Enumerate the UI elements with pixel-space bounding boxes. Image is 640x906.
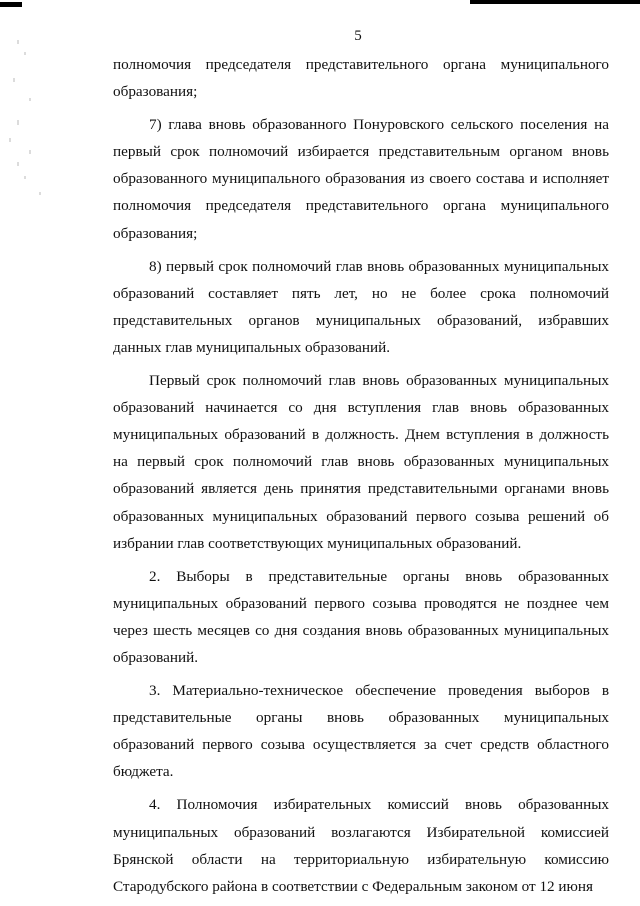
page-number: 5 bbox=[354, 28, 362, 44]
paragraph-item-7: 7) глава вновь образованного Понуровского сельского поселения на первый срок полномочий избирается представительным органом вновь образованного муниципального образования из своего состава и исполняет полномочия председателя представительного органа муниципального образования; bbox=[113, 116, 609, 242]
paragraph-section-3: 3. Материально-техническое обеспечение проведения выборов в представительные органы вновь образованных муниципальных образований первого созыва осуществляется за счет средств областного бюджета. bbox=[113, 682, 609, 781]
paragraph-continuation: полномочия председателя представительного органа муниципального образования; bbox=[113, 56, 609, 101]
document-body bbox=[113, 51, 609, 906]
paragraph-section-2: 2. Выборы в представительные органы вновь образованных муниципальных образований первого созыва проводятся не позднее чем через шесть месяцев со дня создания вновь образованных муниципальных образований. bbox=[113, 567, 609, 666]
scan-artifact-top bbox=[470, 0, 640, 4]
paragraph-section-4: 4. Полномочия избирательных комиссий вновь образованных муниципальных образований возлагаются Избирательной комиссией Брянской области на территориальную избирательную комиссию Стародубского района в соответствии с Федеральным законом от 12 июня bbox=[113, 796, 609, 895]
paragraph-item-8: 8) первый срок полномочий глав вновь образованных муниципальных образований составляет пять лет, но не более срока полномочий представительных органов муниципальных образований, избравших данных глав муниципальных образований. bbox=[113, 257, 609, 356]
margin-scan-marks bbox=[0, 0, 60, 905]
paragraph-first-term: Первый срок полномочий глав вновь образованных муниципальных образований начинается со дня вступления глав вновь образованных муниципальных образований в должность. Днем вступления в должность на первый срок полномочий глав вновь образованных муниципальных образований является день принятия представительными органами вновь образованных муниципальных образований первого созыва решений об избрании глав соответствующих муниципальных образований. bbox=[113, 372, 609, 552]
